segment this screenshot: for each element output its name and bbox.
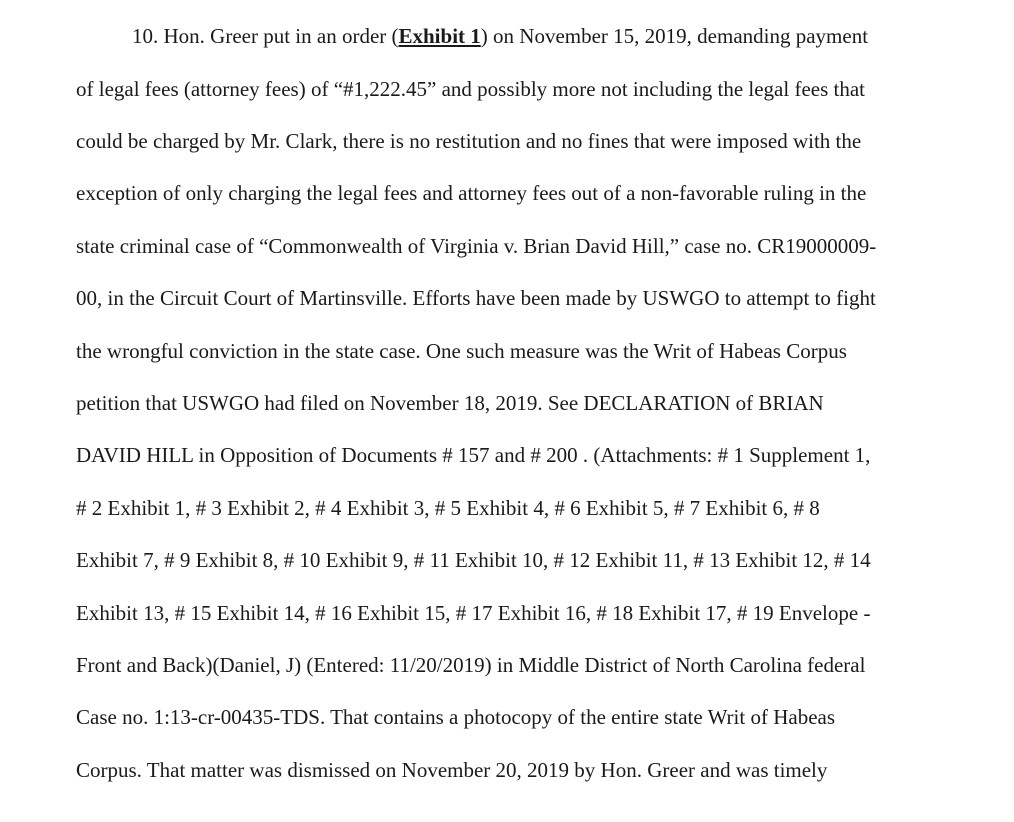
paragraph-line-10: # 2 Exhibit 1, # 3 Exhibit 2, # 4 Exhibit 3, # 5 Exhibit 4, # 6 Exhibit 5, # 7 Exhibit 6, # 8 [76, 496, 820, 520]
paragraph-line-13: Front and Back)(Daniel, J) (Entered: 11/20/2019) in Middle District of North Carolina federal [76, 653, 866, 677]
paragraph-line-12: Exhibit 13, # 15 Exhibit 14, # 16 Exhibit 15, # 17 Exhibit 16, # 18 Exhibit 17, # 19 Envelope - [76, 601, 871, 625]
paragraph-line-14: Case no. 1:13-cr-00435-TDS. That contains a photocopy of the entire state Writ of Habeas [76, 705, 836, 729]
paragraph-line-15: Corpus. That matter was dismissed on November 20, 2019 by Hon. Greer and was timely [76, 758, 828, 782]
paragraph-line-7: the wrongful conviction in the state case. One such measure was the Writ of Habeas Corpus [76, 339, 847, 363]
paragraph-line-1 [132, 24, 868, 48]
paragraph-line-6: 00, in the Circuit Court of Martinsville. Efforts have been made by USWGO to attempt to fight [76, 286, 876, 310]
paragraph-line-9: DAVID HILL in Opposition of Documents # 157 and # 200 . (Attachments: # 1 Supplement 1, [76, 443, 871, 467]
paragraph-line-4: exception of only charging the legal fees and attorney fees out of a non-favorable ruling in the [76, 181, 867, 205]
paragraph-line-11: Exhibit 7, # 9 Exhibit 8, # 10 Exhibit 9, # 11 Exhibit 10, # 12 Exhibit 11, # 13 Exhibit 12, # 14 [76, 548, 871, 572]
paragraph-line-5: state criminal case of “Commonwealth of Virginia v. Brian David Hill,” case no. CR19000009- [76, 234, 877, 258]
exhibit-1-link[interactable]: Exhibit 1 [398, 24, 481, 48]
paragraph-line-8: petition that USWGO had filed on November 18, 2019. See DECLARATION of BRIAN [76, 391, 824, 415]
paragraph-line-3: could be charged by Mr. Clark, there is no restitution and no fines that were imposed with the [76, 129, 862, 153]
paragraph-line-2: of legal fees (attorney fees) of “#1,222.45” and possibly more not including the legal fees that [76, 77, 865, 101]
line-1-text-after: ) on November 15, 2019, demanding payment [480, 24, 869, 48]
line-1-text-before: 10. Hon. Greer put in an order ( [132, 24, 399, 48]
